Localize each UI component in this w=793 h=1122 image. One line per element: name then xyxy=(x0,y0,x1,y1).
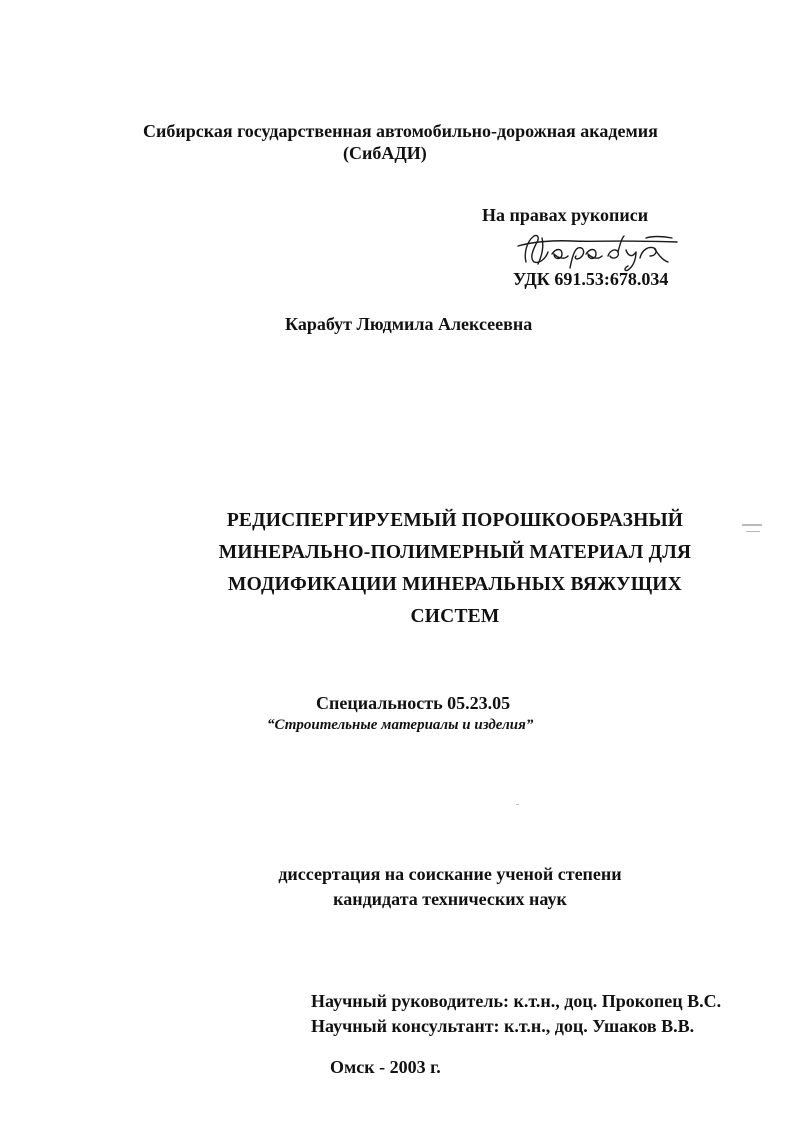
manuscript-rights: На правах рукописи xyxy=(482,205,649,225)
scan-speck xyxy=(516,804,519,805)
academy-name-line1: Сибирская государственная автомобильно-дорожная академия xyxy=(143,121,658,141)
scientific-supervisor: Научный руководитель: к.т.н., доц. Прокопец В.С. xyxy=(311,991,722,1011)
degree-statement xyxy=(200,862,700,912)
specialty-code: Специальность 05.23.05 xyxy=(316,693,511,713)
degree-line-2: кандидата технических наук xyxy=(333,889,567,909)
specialty-name: “Строительные материалы и изделия” xyxy=(267,717,534,733)
scan-speck xyxy=(746,531,760,532)
scan-speck xyxy=(742,524,762,526)
degree-line-1: диссертация на соискание ученой степени xyxy=(278,864,622,884)
title-line-1: РЕДИСПЕРГИРУЕМЫЙ ПОРОШКООБРАЗНЫЙ xyxy=(226,510,684,531)
title-line-4: СИСТЕМ xyxy=(410,606,500,627)
udk-code: УДК 691.53:678.034 xyxy=(513,269,669,289)
city-year: Омск - 2003 г. xyxy=(330,1057,441,1077)
scientific-consultant: Научный консультант: к.т.н., доц. Ушаков В.В. xyxy=(311,1016,695,1036)
title-line-3: МОДИФИКАЦИИ МИНЕРАЛЬНЫХ ВЯЖУЩИХ xyxy=(228,574,682,595)
title-line-2: МИНЕРАЛЬНО-ПОЛИМЕРНЫЙ МАТЕРИАЛ ДЛЯ xyxy=(218,542,692,563)
dissertation-title xyxy=(200,505,710,633)
author-name: Карабут Людмила Алексеевна xyxy=(285,314,533,334)
academy-abbreviation: (СибАДИ) xyxy=(343,143,427,163)
